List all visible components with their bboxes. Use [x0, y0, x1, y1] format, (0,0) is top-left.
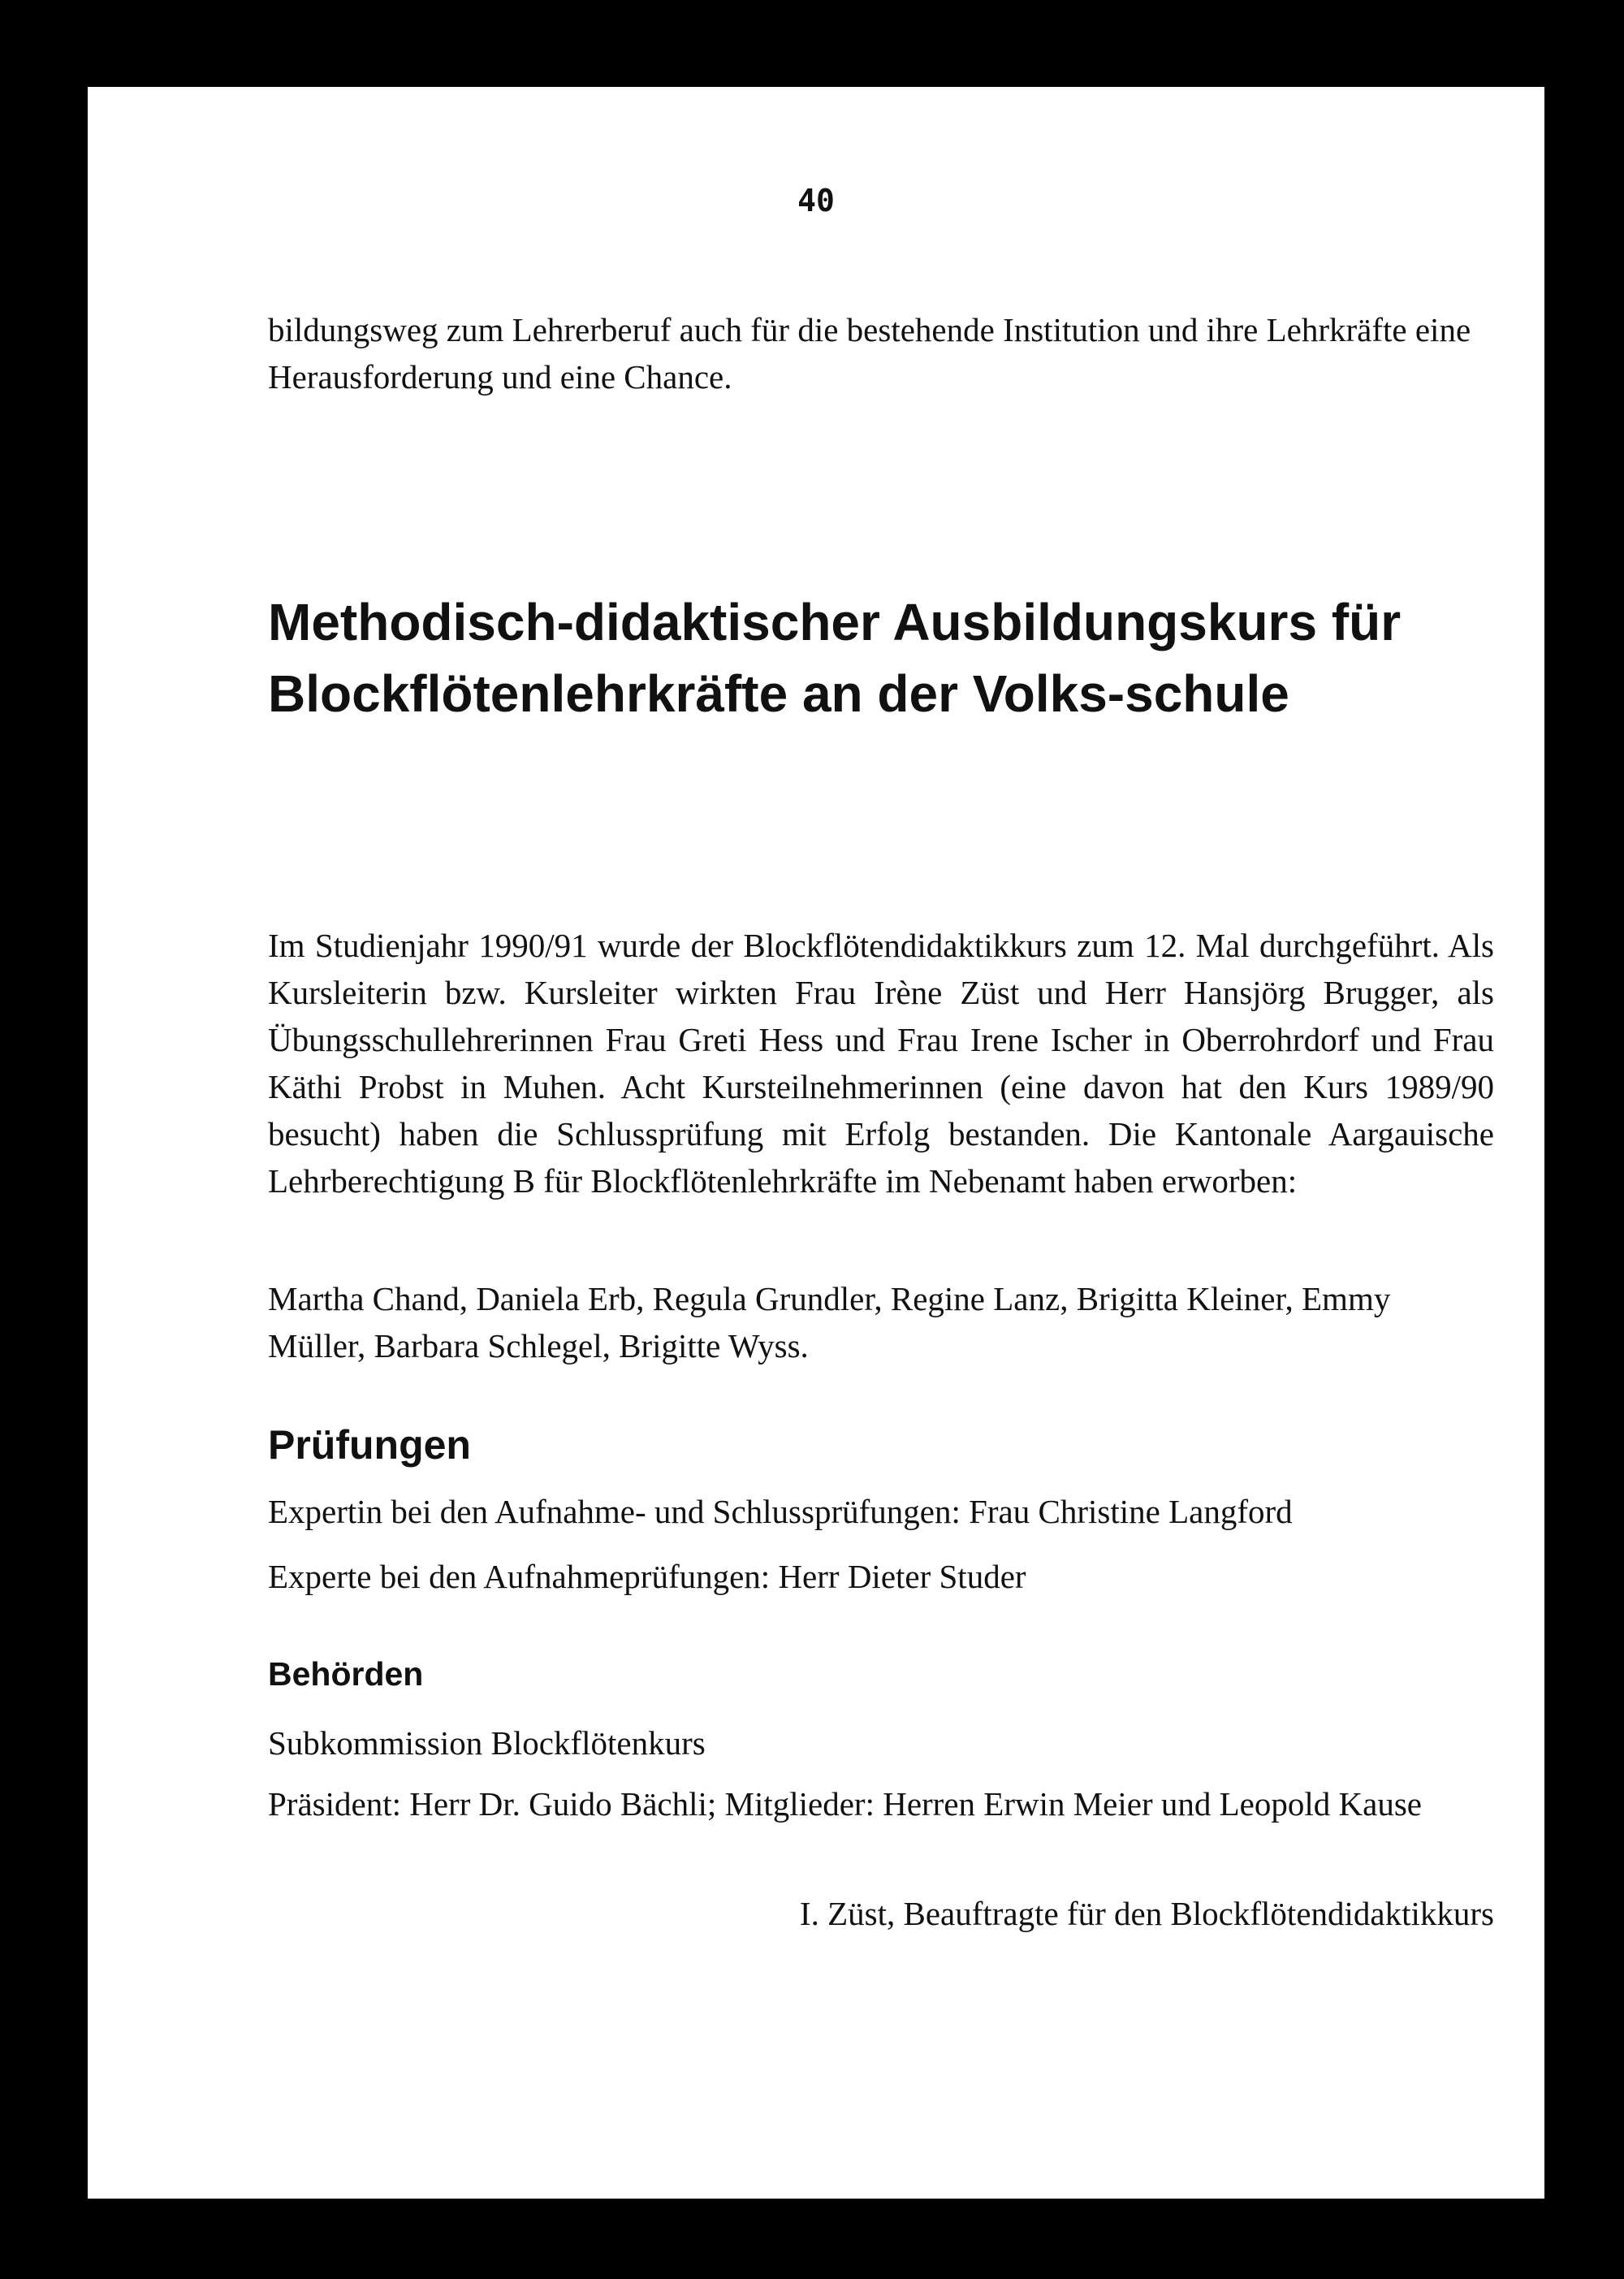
behoerden-members: Präsident: Herr Dr. Guido Bächli; Mitglieder: Herren Erwin Meier und Leopold Kause [268, 1785, 1422, 1823]
behoerden-heading: Behörden [268, 1655, 424, 1693]
behoerden-subkommission: Subkommission Blockflötenkurs [268, 1724, 706, 1762]
page-number: 40 [797, 183, 835, 218]
pruefungen-heading: Prüfungen [268, 1422, 471, 1468]
section-heading: Methodisch-didaktischer Ausbildungskurs für Blockflötenlehrkräfte an der Volks-schule [268, 593, 1402, 723]
graduates-list: Martha Chand, Daniela Erb, Regula Grundler, Regine Lanz, Brigitta Kleiner, Emmy Müller, Barbara Schlegel, Brigitte Wyss. [268, 1280, 1391, 1364]
intro-paragraph: bildungsweg zum Lehrerberuf auch für die bestehende Institution und ihre Lehrkräfte eine Herausforderung und eine Chance. [268, 311, 1471, 396]
pruefungen-experte: Experte bei den Aufnahmeprüfungen: Herr Dieter Studer [268, 1558, 1026, 1595]
document-page [88, 87, 1544, 2199]
pruefungen-expertin: Expertin bei den Aufnahme- und Schlussprüfungen: Frau Christine Langford [268, 1493, 1293, 1530]
signature: I. Züst, Beauftragte für den Blockflötendidaktikkurs [799, 1895, 1494, 1932]
course-paragraph: Im Studienjahr 1990/91 wurde der Blockflötendidaktikkurs zum 12. Mal durchgeführt. Als Kursleiterin bzw. Kursleiter wirkten Frau Irène Züst und Herr Hansjörg Brugger, als Übungsschullehrerinnen Frau Greti Hess und Frau Irene Ischer in Oberrohrdorf und Frau Käthi Probst in Muhen. Acht Kursteilnehmerinnen (eine davon hat den Kurs 1989/90 besucht) haben die Schlussprüfung mit Erfolg bestanden. Die Kantonale Aargauische Lehrberechtigung B für Blockflötenlehrkräfte im Nebenamt haben erworben: [268, 927, 1494, 1200]
